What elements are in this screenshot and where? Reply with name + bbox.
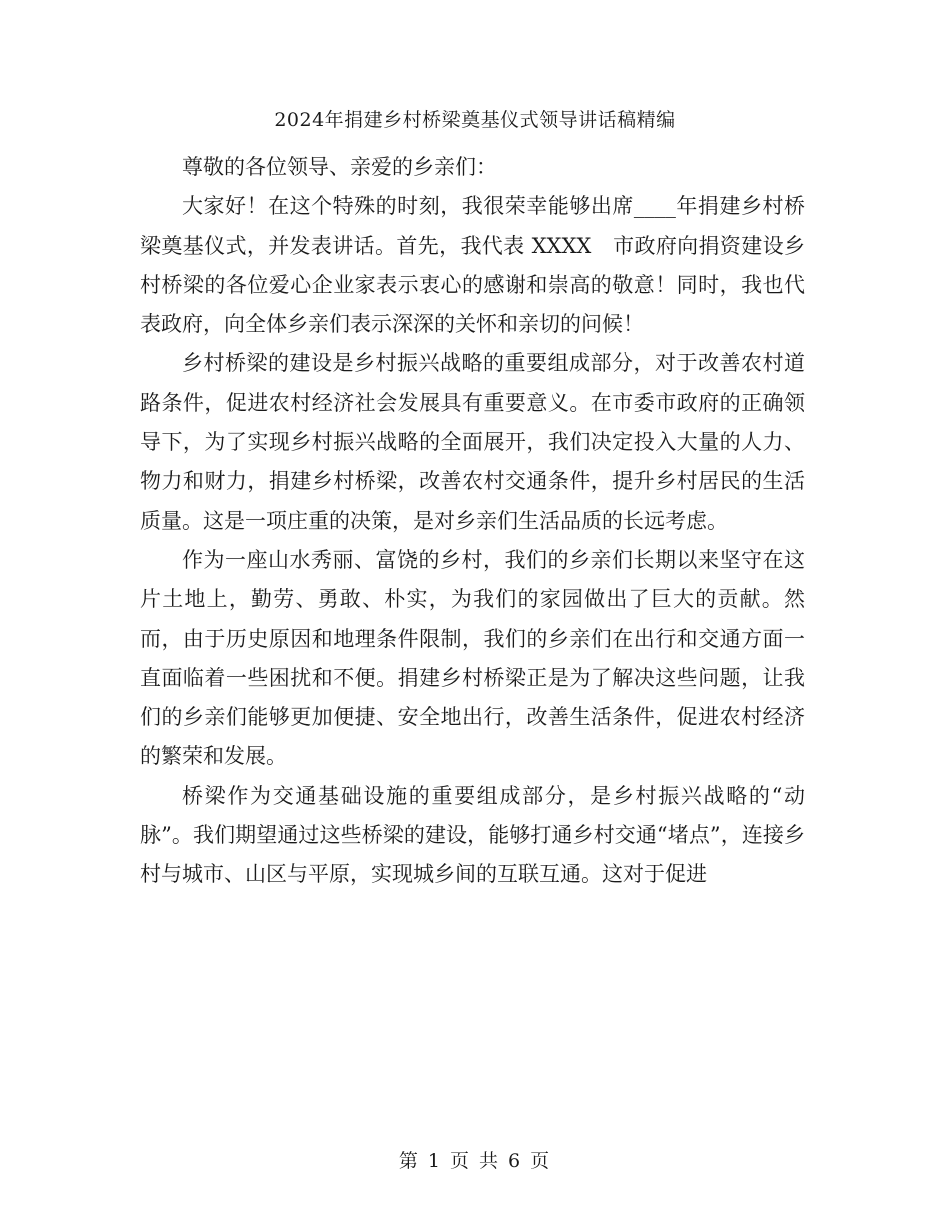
body-paragraph: 乡村桥梁的建设是乡村振兴战略的重要组成部分，对于改善农村道路条件，促进农村经济社会发展具有重要意义。在市委市政府的正确领导下，为了实现乡村振兴战略的全面展开，我们决定投入大量的人力、物力和财力，捐建乡村桥梁，改善农村交通条件，提升乡村居民的生活质量。这是一项庄重的决策，是对乡亲们生活品质的长远考虑。 [140,351,805,533]
salutation-paragraph: 尊敬的各位领导、亲爱的乡亲们： [182,155,497,179]
body-paragraph: 大家好！在这个特殊的时刻，我很荣幸能够出席____年捐建乡村桥梁奠基仪式，并发表讲话。首先，我代表 XXXX 市政府向捐资建设乡村桥梁的各位爱心企业家表示衷心的感谢和崇高的敬意！同时，我也代表政府，向全体乡亲们表示深深的关怀和亲切的问候！ [140,194,805,337]
document-body [140,148,805,895]
body-paragraph: 作为一座山水秀丽、富饶的乡村，我们的乡亲们长期以来坚守在这片土地上，勤劳、勇敢、朴实，为我们的家园做出了巨大的贡献。然而，由于历史原因和地理条件限制，我们的乡亲们在出行和交通方面一直面临着一些困扰和不便。捐建乡村桥梁正是为了解决这些问题，让我们的乡亲们能够更加便捷、安全地出行，改善生活条件，促进农村经济的繁荣和发展。 [140,547,805,769]
document-title: 2024年捐建乡村桥梁奠基仪式领导讲话稿精编 [274,109,676,131]
body-paragraph: 桥梁作为交通基础设施的重要组成部分，是乡村振兴战略的“动脉”。我们期望通过这些桥梁的建设，能够打通乡村交通“堵点”，连接乡村与城市、山区与平原，实现城乡间的互联互通。这对于促进 [140,783,805,887]
page-footer: 第 1 页 共 6 页 [398,1150,552,1172]
